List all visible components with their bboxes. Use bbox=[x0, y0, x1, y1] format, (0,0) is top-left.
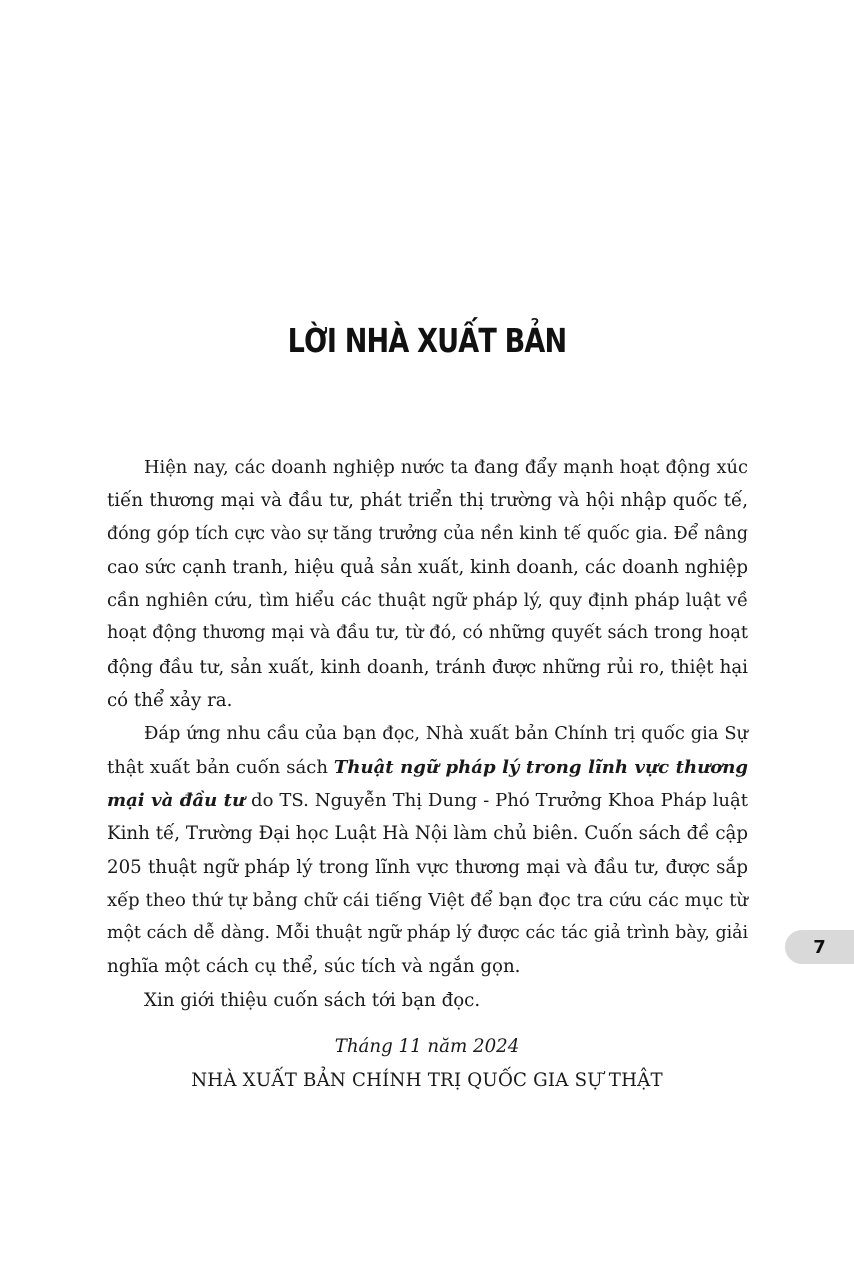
text-line: Đáp ứng nhu cầu của bạn đọc, Nhà xuất bản Chính trị quốc gia Sự bbox=[144, 723, 748, 745]
text-line: cao sức cạnh tranh, hiệu quả sản xuất, kinh doanh, các doanh nghiệp bbox=[107, 556, 748, 578]
signature-publisher: NHÀ XUẤT BẢN CHÍNH TRỊ QUỐC GIA SỰ THẬT bbox=[191, 1070, 663, 1091]
text-fragment: do TS. Nguyễn Thị Dung - Phó Trưởng Khoa Pháp luật bbox=[245, 789, 748, 811]
text-line: Xin giới thiệu cuốn sách tới bạn đọc. bbox=[144, 989, 481, 1011]
text-line: cần nghiên cứu, tìm hiểu các thuật ngữ pháp lý, quy định pháp luật về bbox=[107, 590, 748, 612]
paragraph-closing bbox=[107, 984, 748, 1017]
book-title: Thuật ngữ pháp lý trong lĩnh vực thương bbox=[333, 756, 748, 778]
paragraph-intro bbox=[107, 451, 748, 717]
page-title: LỜI NHÀ XUẤT BẢN bbox=[287, 321, 567, 360]
page-number-tab bbox=[785, 930, 854, 964]
page-number: 7 bbox=[813, 936, 826, 958]
signature-date: Tháng 11 năm 2024 bbox=[334, 1036, 520, 1057]
signature-block bbox=[0, 1030, 854, 1098]
text-line: nghĩa một cách cụ thể, súc tích và ngắn gọn. bbox=[107, 956, 521, 978]
paragraph-book bbox=[107, 717, 748, 983]
text-line bbox=[107, 751, 748, 784]
text-line: đóng góp tích cực vào sự tăng trưởng của nền kinh tế quốc gia. Để nâng bbox=[107, 523, 748, 544]
book-title: mại và đầu tư bbox=[107, 789, 246, 811]
text-line: Kinh tế, Trường Đại học Luật Hà Nội làm chủ biên. Cuốn sách đề cập bbox=[107, 823, 748, 845]
text-line: 205 thuật ngữ pháp lý trong lĩnh vực thương mại và đầu tư, được sắp bbox=[107, 856, 748, 878]
text-line: tiến thương mại và đầu tư, phát triển thị trường và hội nhập quốc tế, bbox=[107, 490, 748, 512]
text-line: hoạt động thương mại và đầu tư, từ đó, có những quyết sách trong hoạt bbox=[107, 623, 748, 644]
text-line: Hiện nay, các doanh nghiệp nước ta đang đẩy mạnh hoạt động xúc bbox=[144, 457, 748, 478]
text-line: một cách dễ dàng. Mỗi thuật ngữ pháp lý được các tác giả trình bày, giải bbox=[107, 923, 748, 944]
text-line bbox=[107, 784, 748, 817]
text-fragment: thật xuất bản cuốn sách bbox=[107, 756, 334, 778]
text-line: xếp theo thứ tự bảng chữ cái tiếng Việt để bạn đọc tra cứu các mục từ bbox=[107, 889, 748, 911]
text-line: động đầu tư, sản xuất, kinh doanh, tránh được những rủi ro, thiệt hại bbox=[107, 656, 748, 678]
text-line: có thể xảy ra. bbox=[107, 690, 233, 712]
foreword-body bbox=[107, 451, 748, 1017]
